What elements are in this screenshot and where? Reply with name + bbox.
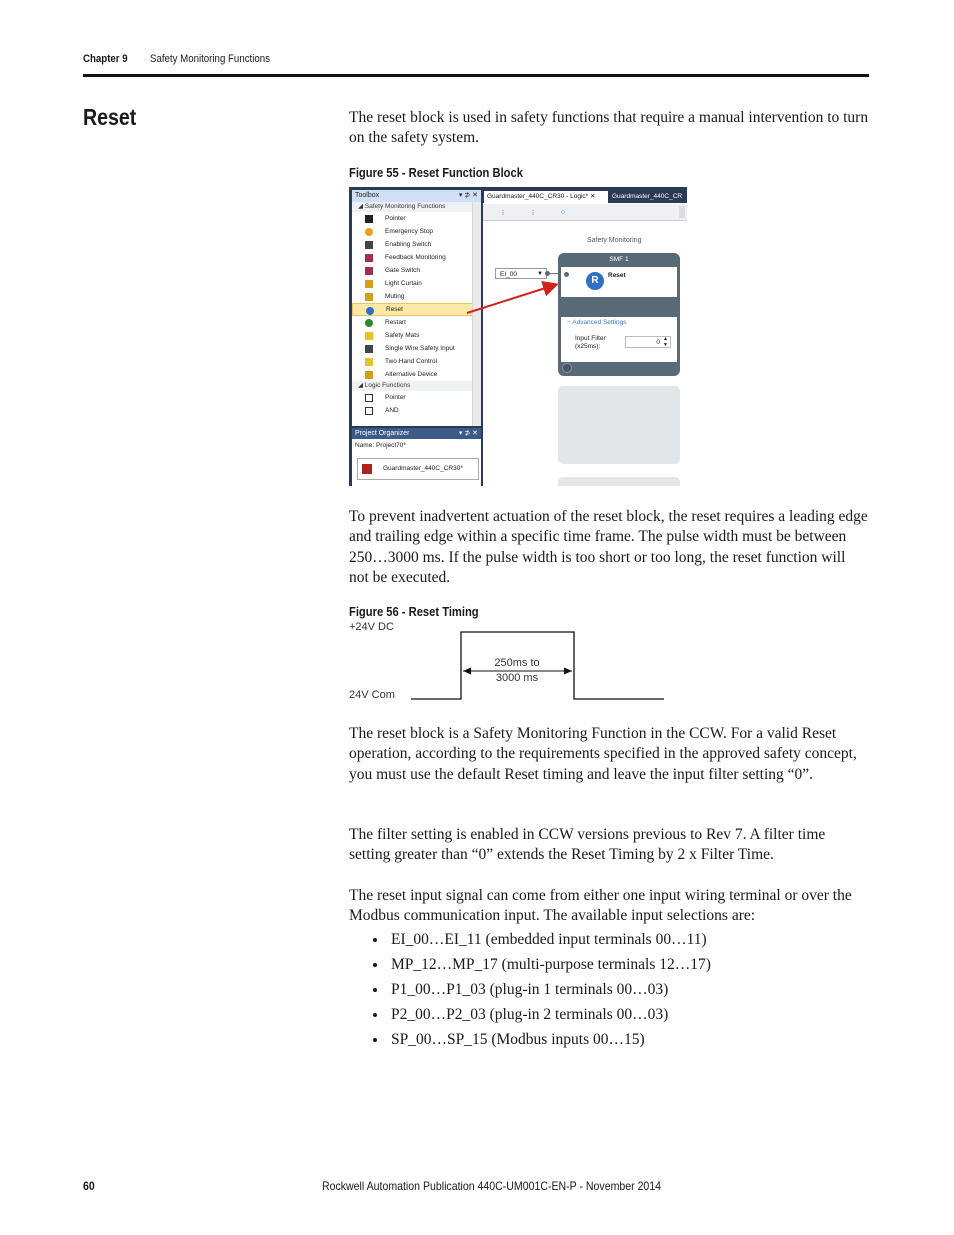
toolbox-item-label: Reset xyxy=(386,306,403,313)
stepper-arrows-icon[interactable]: ▲ ▼ xyxy=(663,336,668,348)
paragraph-input-selections: The reset input signal can come from either one input wiring terminal or over the Modbus communication input. The available input selections are: xyxy=(349,887,852,925)
block-group-title: Safety Monitoring xyxy=(587,237,642,244)
toolbox-title: Toolbox xyxy=(355,192,380,199)
toolbar-grid-icon[interactable]: ⁝ xyxy=(501,208,505,217)
page-number: 60 xyxy=(83,1179,95,1193)
bullet-icon xyxy=(373,1038,377,1042)
header-rule xyxy=(83,74,869,77)
input-selection-list xyxy=(373,930,711,1055)
list-item-text: SP_00…SP_15 (Modbus inputs 00…15) xyxy=(391,1031,645,1048)
list-item xyxy=(373,980,711,1005)
toolbox-item-label: Single Wire Safety Input xyxy=(385,345,455,352)
input-filter-label-line1: Input Filter xyxy=(575,335,606,342)
chevron-down-icon: ▼ xyxy=(537,271,543,277)
list-item-text: P2_00…P2_03 (plug-in 2 terminals 00…03) xyxy=(391,1006,669,1023)
input-filter-value: 0 xyxy=(656,339,660,346)
tab-logic-inactive[interactable]: Guardmaster_440C_CR xyxy=(612,193,683,200)
block-id: SMF 1 xyxy=(609,256,629,263)
advanced-settings-toggle[interactable]: − Advanced Settings xyxy=(567,319,627,326)
paragraph-pulse-width: To prevent inadvertent actuation of the reset block, the reset requires a leading edge and trailing edge within a specific time frame. The pulse width must be between 250…3000 ms. If the pulse width is too short or too long, the reset function will not be executed. xyxy=(349,508,868,586)
paragraph-ccw-reset: The reset block is a Safety Monitoring Function in the CCW. For a valid Reset operation, according to the requirements specified in the approved safety concept, you must use the default Reset timing and leave the input filter setting “0”. xyxy=(349,725,857,783)
toolbox-item-label: Safety Mats xyxy=(385,332,420,339)
figure-55-caption: Figure 55 - Reset Function Block xyxy=(349,165,523,180)
bullet-icon xyxy=(373,938,377,942)
figure-56-caption: Figure 56 - Reset Timing xyxy=(349,604,479,619)
toolbox-item-label: Gate Switch xyxy=(385,267,421,274)
input-select-value: EI_00 xyxy=(500,271,517,278)
toolbox-item-label: Pointer xyxy=(385,394,406,401)
list-item-text: EI_00…EI_11 (embedded input terminals 00…11) xyxy=(391,931,707,948)
drag-arrow xyxy=(349,187,687,486)
project-organizer-controls[interactable]: ▾ ⊅ ✕ xyxy=(458,430,478,437)
pulse-width-label-line2: 3000 ms xyxy=(495,672,539,684)
list-item-text: MP_12…MP_17 (multi-purpose terminals 12…17) xyxy=(391,956,711,973)
list-item-text: P1_00…P1_03 (plug-in 1 terminals 00…03) xyxy=(391,981,669,998)
toolbox-category-safety[interactable]: ◢ Safety Monitoring Functions xyxy=(352,202,481,212)
bullet-icon xyxy=(373,1013,377,1017)
bullet-icon xyxy=(373,963,377,967)
toolbox-item-label: Feedback Monitoring xyxy=(385,254,446,261)
paragraph-intro: The reset block is used in safety functions that require a manual intervention to turn on the safety system. xyxy=(349,109,869,147)
high-level-label: +24V DC xyxy=(349,621,394,633)
tab-logic-active[interactable]: Guardmaster_440C_CR30 - Logic* ✕ xyxy=(484,191,608,203)
reset-block-label: Reset xyxy=(608,272,626,279)
project-tree-item-label: Guardmaster_440C_CR30* xyxy=(383,465,463,472)
toolbox-item-label: Restart xyxy=(385,319,406,326)
reset-function-block-screenshot xyxy=(349,187,687,486)
page-title: Reset xyxy=(83,104,137,130)
list-item xyxy=(373,955,711,980)
section-label: Safety Monitoring Functions xyxy=(150,53,270,65)
list-item xyxy=(373,1030,711,1055)
toolbox-item-label: Emergency Stop xyxy=(385,228,434,235)
toolbox-item-label: Enabling Switch xyxy=(385,241,432,248)
toolbox-category-logic[interactable]: ◢ Logic Functions xyxy=(352,381,481,391)
project-organizer-title: Project Organizer xyxy=(355,430,410,437)
pulse-width-label-line1: 250ms to xyxy=(494,657,540,669)
pulse-width-label xyxy=(468,656,566,685)
toolbar-grid-icon-2[interactable]: ⁝ xyxy=(531,208,535,217)
toolbox-item-label: Two Hand Control xyxy=(385,358,438,365)
project-name: Name: Project70* xyxy=(355,442,406,449)
toolbar-layout-icon[interactable]: ⁘ xyxy=(559,208,567,217)
toolbox-item-label: AND xyxy=(385,407,399,414)
toolbox-item-label: Pointer xyxy=(385,215,406,222)
input-filter-label-line2: (x25ms): xyxy=(575,343,601,350)
toolbox-controls[interactable]: ▾ ⊅ ✕ xyxy=(458,192,478,199)
chapter-label: Chapter 9 xyxy=(83,53,128,65)
publication-footer: Rockwell Automation Publication 440C-UM001C-EN-P - November 2014 xyxy=(322,1179,662,1193)
list-item xyxy=(373,1005,711,1030)
bullet-icon xyxy=(373,988,377,992)
toolbox-item-label: Light Curtain xyxy=(385,280,422,287)
low-level-label: 24V Com xyxy=(349,689,395,701)
toolbox-item-label: Alternative Device xyxy=(385,371,438,378)
paragraph-filter: The filter setting is enabled in CCW versions previous to Rev 7. A filter time setting greater than “0” extends the Reset Timing by 2 x Filter Time. xyxy=(349,826,826,864)
reset-block-icon: R xyxy=(586,272,604,290)
list-item xyxy=(373,930,711,955)
toolbox-item-label: Muting xyxy=(385,293,405,300)
